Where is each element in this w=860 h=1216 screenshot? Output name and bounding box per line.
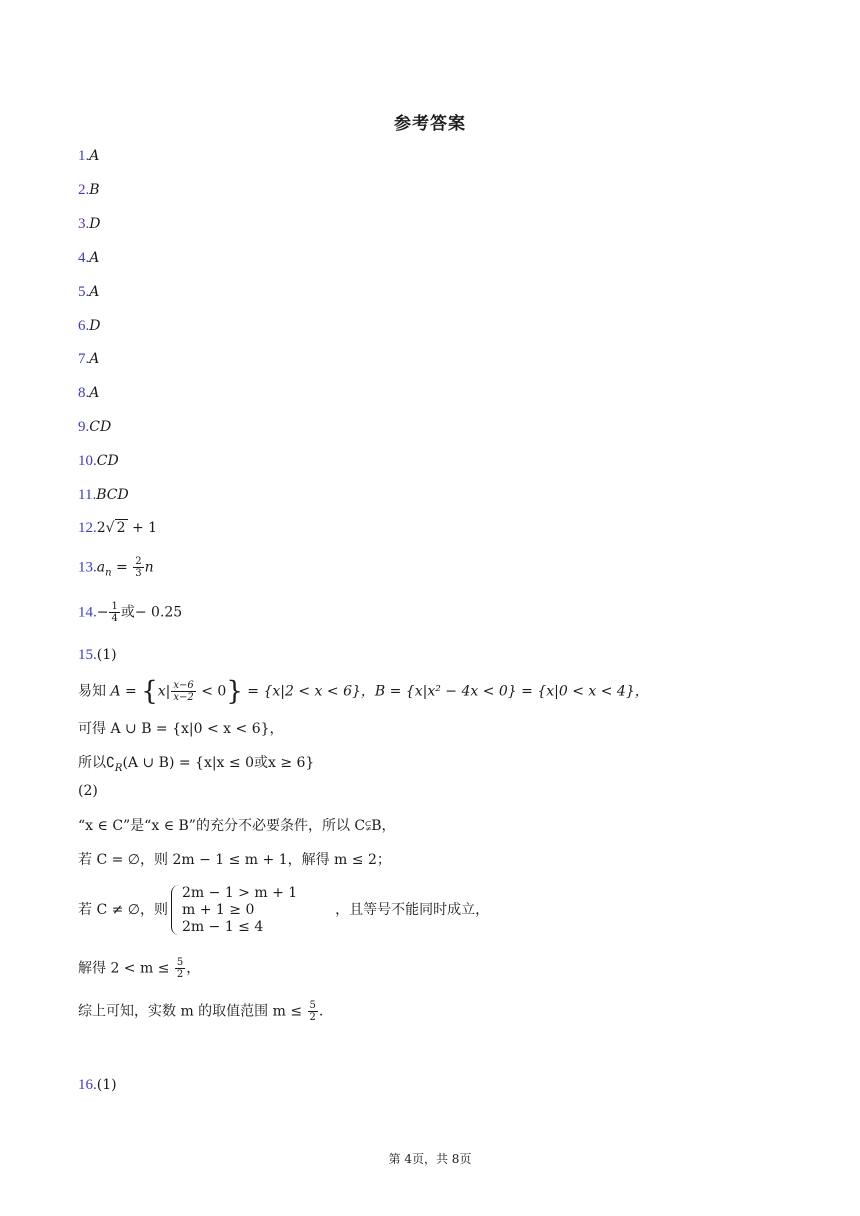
system-brace — [171, 885, 180, 935]
solution-line-5: 若 C = ∅，则 2m − 1 ≤ m + 1，解得 m ≤ 2； — [78, 852, 391, 868]
question-number: 8. — [78, 385, 90, 401]
answer-value: A — [89, 351, 100, 367]
text: 解得 2 < m ≤ — [78, 960, 174, 977]
solution-line-1 — [78, 676, 649, 707]
denominator: x−2 — [173, 692, 194, 703]
fraction — [133, 556, 143, 579]
question-number: 14. — [78, 604, 97, 621]
answer-9 — [78, 417, 111, 437]
part-label: (1) — [96, 1077, 117, 1093]
part-label: (1) — [96, 647, 117, 663]
denominator: 4 — [111, 613, 118, 624]
numerator: 1 — [111, 601, 118, 612]
minus-sign: − — [96, 604, 109, 621]
answer-4 — [78, 248, 99, 268]
question-15-header — [78, 645, 117, 665]
math: < 0 — [196, 683, 227, 700]
denominator: 2 — [176, 969, 184, 980]
answer-value: A — [89, 385, 100, 401]
text: ，且等号不能同时成立， — [335, 902, 490, 918]
question-number: 16. — [78, 1077, 97, 1093]
text: 若 C ≠ ∅，则 — [78, 902, 168, 918]
alt-value: − 0.25 — [134, 604, 183, 621]
numerator: x−6 — [173, 680, 194, 691]
fraction — [171, 680, 195, 703]
question-number: 7. — [78, 351, 90, 367]
question-number: 11. — [78, 487, 97, 503]
question-number: 6. — [78, 318, 90, 334]
page-footer: 第 4页，共 8页 — [388, 1152, 472, 1166]
answer-value: D — [89, 216, 101, 232]
question-number: 15. — [78, 647, 97, 663]
math: A = — [110, 683, 142, 700]
answer-8 — [78, 383, 99, 403]
part-label-2: (2) — [78, 783, 98, 799]
or-text: 或 — [120, 604, 135, 621]
text: 综上可知，实数 m 的取值范围 m ≤ — [78, 1003, 307, 1020]
equation-system — [182, 885, 297, 936]
system-row-3: 2m − 1 ≤ 4 — [182, 918, 264, 935]
solution-line-7 — [78, 957, 200, 980]
answer-value: A — [89, 148, 100, 164]
text: 所以∁ — [78, 755, 115, 771]
question-16-header — [78, 1075, 117, 1095]
answer-value: CD — [89, 419, 112, 435]
answer-13 — [78, 556, 154, 583]
question-number: 10. — [78, 453, 97, 469]
numerator: 5 — [309, 1000, 316, 1011]
system-row-2: m + 1 ≥ 0 — [182, 901, 255, 918]
system-row-1: 2m − 1 > m + 1 — [182, 884, 298, 901]
question-number: 2. — [78, 182, 90, 198]
radicand: 2 — [116, 520, 126, 536]
answer-value: B — [89, 182, 100, 198]
answer-11 — [78, 485, 129, 505]
fraction — [175, 957, 185, 980]
answer-3 — [78, 214, 100, 234]
text: ， — [186, 960, 201, 977]
question-number: 3. — [78, 216, 90, 232]
denominator: 2 — [309, 1012, 316, 1023]
question-number: 5. — [78, 284, 90, 300]
question-number: 1. — [78, 148, 90, 164]
sqrt-sign: √ — [105, 520, 115, 536]
solution-line-2: 可得 A ∪ B = {x|0 < x < 6}， — [78, 721, 284, 737]
denominator: 3 — [135, 568, 142, 579]
fraction — [109, 601, 119, 624]
answer-2 — [78, 180, 100, 200]
page-title: 参考答案 — [394, 114, 466, 134]
math: x| — [157, 683, 171, 700]
coefficient: 2 — [96, 520, 106, 536]
answer-value: CD — [96, 453, 119, 469]
left-brace: { — [141, 676, 158, 707]
answer-5 — [78, 282, 99, 302]
right-brace: } — [226, 676, 243, 707]
solution-line-8 — [78, 1000, 323, 1023]
solution-line-3 — [78, 753, 314, 779]
answer-12 — [78, 518, 157, 538]
solution-line-4: “x ∈ C”是“x ∈ B”的充分不必要条件，所以 C⫋B， — [78, 818, 396, 834]
question-number: 9. — [78, 419, 90, 435]
answer-value: A — [89, 284, 100, 300]
answer-value: BCD — [96, 487, 129, 503]
math: (A ∪ B) = {x|x ≤ 0或x ≥ 6} — [122, 755, 315, 771]
question-number: 4. — [78, 250, 90, 266]
question-number: 13. — [78, 559, 97, 576]
solution-line-6 — [78, 884, 489, 936]
text: . — [318, 1003, 324, 1020]
question-number: 12. — [78, 520, 97, 536]
math: = {x|2 < x < 6}，B = {x|x² − 4x < 0} = {x|0 < x < 4}， — [242, 683, 649, 700]
answer-value: D — [89, 318, 101, 334]
answer-6 — [78, 316, 100, 336]
expression-rest: + 1 — [127, 520, 158, 536]
variable: n — [144, 559, 154, 576]
sequence-term: a — [96, 559, 106, 576]
numerator: 2 — [135, 556, 142, 567]
subscript: R — [114, 762, 123, 774]
answer-value: A — [89, 250, 100, 266]
term-subscript: n — [105, 567, 112, 579]
answer-1 — [78, 146, 99, 166]
answer-7 — [78, 349, 99, 369]
equals-sign: = — [111, 559, 133, 576]
numerator: 5 — [176, 957, 184, 968]
text: 易知 — [78, 683, 111, 700]
fraction — [308, 1000, 318, 1023]
answer-14 — [78, 601, 182, 624]
answer-10 — [78, 451, 119, 471]
